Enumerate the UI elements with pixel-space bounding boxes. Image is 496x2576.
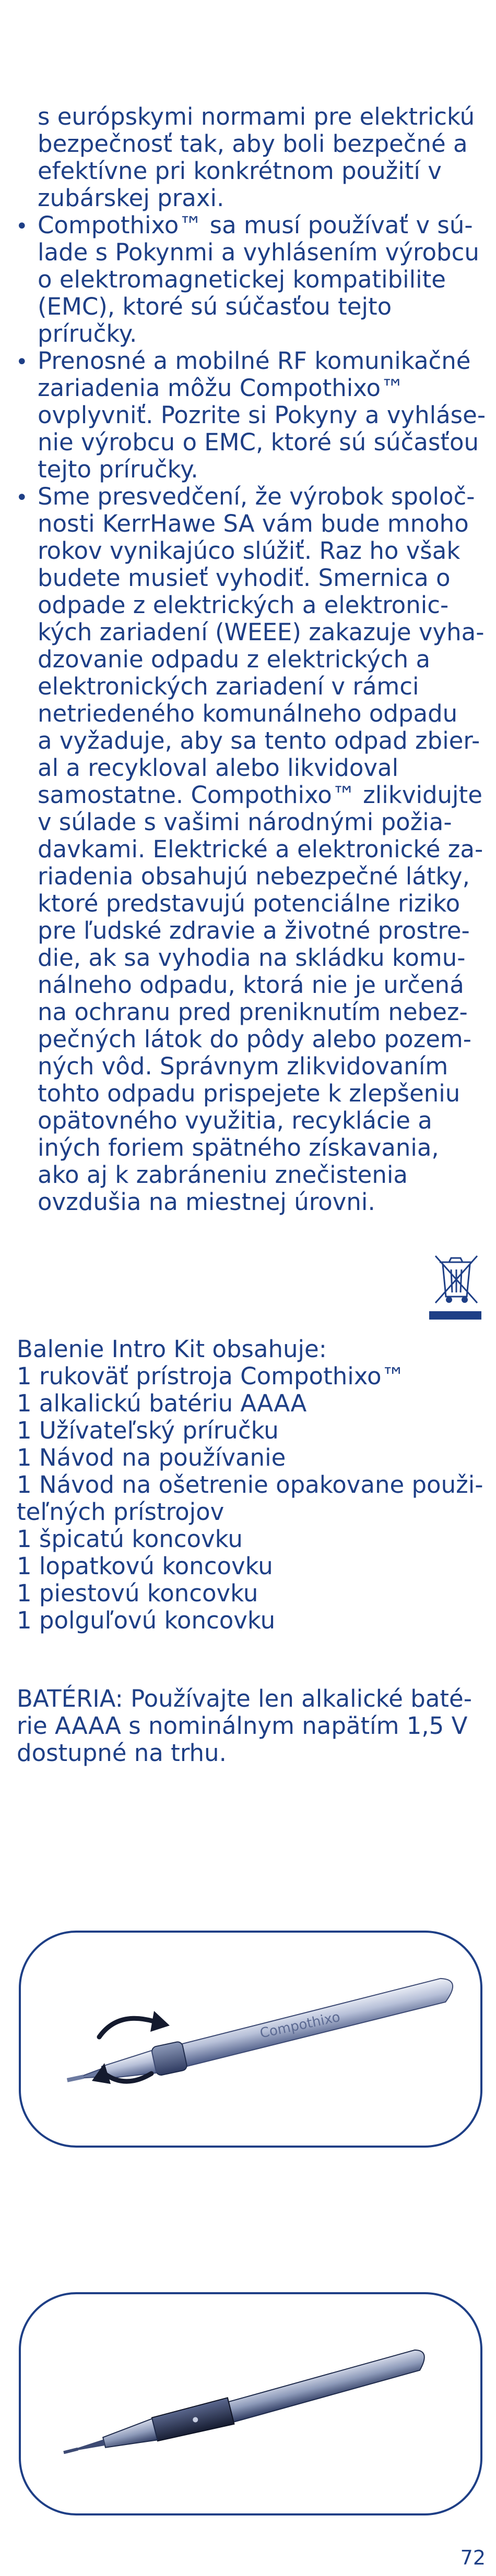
text-line: tejto príručky. bbox=[38, 456, 198, 483]
text-line: Prenosné a mobilné RF komunikačné bbox=[38, 347, 471, 375]
text-line: opätovného využitia, recyklácie a bbox=[38, 1107, 432, 1134]
text-line: Balenie Intro Kit obsahuje: bbox=[17, 1335, 327, 1363]
text-line: ovzdušia na miestnej úrovni. bbox=[38, 1188, 375, 1216]
text-line: lade s Pokynmi a vyhlásením výrobcu bbox=[38, 238, 479, 266]
text-line: v súlade s vašimi národnými požia- bbox=[38, 808, 452, 836]
text-line: riadenia obsahujú nebezpečné látky, bbox=[38, 862, 470, 890]
bullet-glyph: • bbox=[16, 486, 28, 510]
bullet-glyph: • bbox=[16, 214, 28, 238]
text-line: (EMC), ktoré sú súčasťou tejto bbox=[38, 293, 392, 320]
text-line: 1 rukoväť prístroja Compothixo™ bbox=[17, 1362, 405, 1390]
text-line: zariadenia môžu Compothixo™ bbox=[38, 374, 405, 402]
text-line: teľných prístrojov bbox=[17, 1498, 225, 1526]
text-line: pre ľudské zdravie a životné prostre- bbox=[38, 917, 470, 944]
text-line: zubárskej praxi. bbox=[38, 184, 225, 212]
illustration-rotate-head bbox=[19, 1931, 482, 2148]
text-line: s európskymi normami pre elektrickú bbox=[38, 103, 475, 130]
text-line: iných foriem spätného získavania, bbox=[38, 1134, 439, 1161]
text-line: tohto odpadu prispejete k zlepšeniu bbox=[38, 1080, 460, 1107]
text-line: ných vôd. Správnym zlikvidovaním bbox=[38, 1052, 448, 1080]
text-line: pečných látok do pôdy alebo pozem- bbox=[38, 1025, 471, 1053]
text-line: a vyžaduje, aby sa tento odpad zbier- bbox=[38, 727, 480, 754]
text-line: budete musieť vyhodiť. Smernica o bbox=[38, 564, 451, 592]
text-line: netriedeného komunálneho odpadu bbox=[38, 700, 458, 727]
text-line: Sme presvedčení, že výrobok spoloč- bbox=[38, 483, 475, 510]
text-line: nosti KerrHawe SA vám bude mnoho bbox=[38, 510, 469, 537]
text-line: al a recykloval alebo likvidoval bbox=[38, 754, 399, 782]
text-line: 1 Užívateľský príručku bbox=[17, 1417, 279, 1444]
text-line: príručky. bbox=[38, 320, 137, 348]
text-line: efektívne pri konkrétnom použití v bbox=[38, 157, 442, 185]
text-line: bezpečnosť tak, aby boli bezpečné a bbox=[38, 130, 468, 158]
text-line: 1 alkalickú batériu AAAA bbox=[17, 1389, 307, 1417]
text-line: BATÉRIA: Používajte len alkalické baté- bbox=[17, 1685, 472, 1712]
text-line: 1 špicatú koncovku bbox=[17, 1525, 243, 1553]
text-line: o elektromagnetickej kompatibilite bbox=[38, 266, 446, 293]
text-line: 1 polguľovú koncovku bbox=[17, 1607, 276, 1634]
text-line: nie výrobcu o EMC, ktoré sú súčasťou bbox=[38, 428, 479, 456]
illustration-device-tip bbox=[19, 2292, 482, 2515]
text-line: 1 lopatkovú koncovku bbox=[17, 1552, 273, 1580]
bullet-glyph: • bbox=[16, 350, 28, 374]
text-line: samostatne. Compothixo™ zlikvidujte bbox=[38, 781, 482, 809]
text-line: dostupné na trhu. bbox=[17, 1739, 227, 1767]
text-line: davkami. Elektrické a elektronické za- bbox=[38, 835, 483, 863]
text-line: kých zariadení (WEEE) zakazuje vyha- bbox=[38, 618, 485, 646]
text-line: na ochranu pred preniknutím nebez- bbox=[38, 998, 468, 1026]
text-line: elektronických zariadení v rámci bbox=[38, 673, 419, 700]
weee-bin-icon bbox=[428, 1249, 483, 1322]
text-line: ovplyvniť. Pozrite si Pokyny a vyhláse- bbox=[38, 401, 486, 429]
text-line: 1 Návod na ošetrenie opakovane použi- bbox=[17, 1471, 483, 1499]
text-line: die, ak sa vyhodia na skládku komu- bbox=[38, 944, 466, 972]
text-line: nálneho odpadu, ktorá nie je určená bbox=[38, 971, 464, 999]
device-label: Compothixo bbox=[258, 2009, 342, 2042]
text-line: ako aj k zabráneniu znečistenia bbox=[38, 1161, 408, 1189]
text-line: Compothixo™ sa musí používať v sú- bbox=[38, 211, 473, 239]
text-line: rokov vynikajúco slúžiť. Raz ho však bbox=[38, 537, 460, 565]
text-line: 1 Návod na používanie bbox=[17, 1444, 286, 1471]
page-number: 72 bbox=[460, 2546, 486, 2569]
text-line: ktoré predstavujú potenciálne riziko bbox=[38, 890, 460, 917]
text-line: dzovanie odpadu z elektrických a bbox=[38, 645, 431, 673]
text-line: rie AAAA s nominálnym napätím 1,5 V bbox=[17, 1712, 468, 1740]
text-line: 1 piestovú koncovku bbox=[17, 1579, 258, 1607]
text-line: odpade z elektrických a elektronic- bbox=[38, 591, 449, 619]
